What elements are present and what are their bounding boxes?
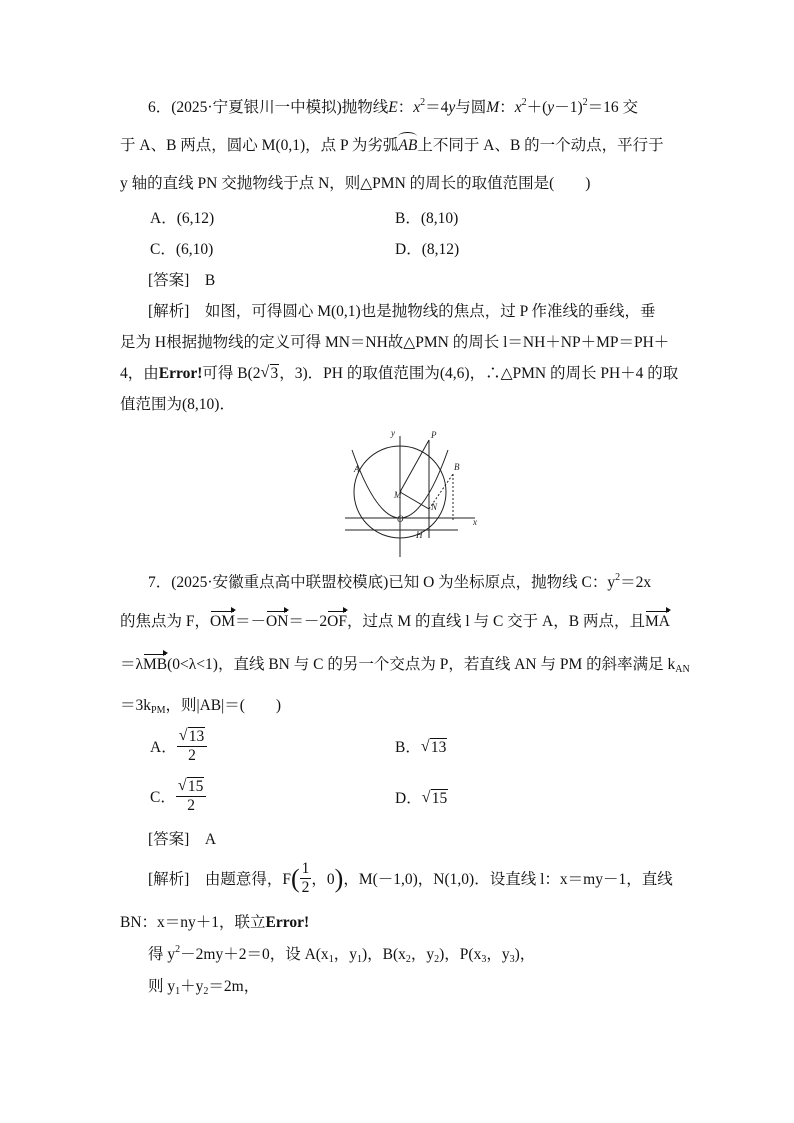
- label-x: x: [473, 517, 477, 527]
- q6-analysis-line-2: 足为 H根据抛物线的定义可得 MN＝NH故△PMN 的周长 l＝NH＋NP＋MP＝PH＋: [120, 334, 670, 351]
- label-p: P: [431, 430, 437, 440]
- q6-analysis-line-3: 4，由Error!可得 B(2 √ 3，3)．PH 的取值范围为(4,6)，∴△PMN 的周长 PH＋4 的取: [120, 364, 679, 382]
- segment-mp: [400, 440, 429, 492]
- q7-line-2: 的焦点为 F，OM＝－ON＝－2OF，过点 M 的直线 l 与 C 交于 A，B 两点，且MA: [120, 613, 670, 630]
- q7-answer: [答案] A: [148, 831, 217, 848]
- label-a: A: [354, 464, 360, 474]
- q6-answer: [答案] B: [148, 272, 216, 289]
- q7-line-4: $=3k_{PM}$，则|AB|＝( ): [120, 697, 282, 716]
- q6-line-1: 6．(2025·宁夏银川一中模拟)抛物线E：$x^2=4y$与圆M：$x^2+(y-1)^2=16$ 交: [148, 97, 638, 116]
- parabola-circle-figure: [340, 422, 490, 562]
- q6-line-2: 于 A、B 两点，圆心 M(0,1)，点 P 为劣弧AB上不同于 A、B 的一个动点，平行于: [120, 137, 664, 154]
- q6-line-3: y 轴的直线 PN 交抛物线于点 N，则△PMN 的周长的取值范围是( ): [120, 175, 591, 192]
- label-o: O: [397, 514, 404, 524]
- q6-analysis-line-1: [解析] 如图，可得圆心 M(0,1)也是抛物线的焦点，过 P 作准线的垂线，垂: [148, 303, 656, 320]
- q7-analysis-line-1: [解析] 由题意得，F( $\frac{1}{2}$ ，0)，M(－1,0)，N(1,0)．设直线 l：x＝my－1，直线: [148, 860, 673, 896]
- q7-option-b: B． √ 13: [395, 738, 447, 756]
- q7-option-a: A． √ 13 2: [150, 728, 207, 768]
- q6-option-d: D．(8,12): [395, 241, 460, 258]
- q7-option-c: C． √ 15 2: [150, 778, 206, 818]
- q6-analysis-line-4: 值范围为(8,10)．: [120, 396, 235, 413]
- label-m: M: [394, 490, 402, 500]
- q7-analysis-line-3: 得 $y^2-2my+2=0$，设 $A(x_1$，$y_1$)，$B(x_2$，$y_2$)，$P(x_3$，$y_3$)，: [148, 944, 536, 965]
- q7-analysis-line-4: 则 $y_1+y_2=2m$，: [148, 978, 260, 997]
- q7-analysis-line-2: BN：x＝ny＋1，联立Error!: [120, 914, 310, 931]
- q6-option-c: C．(6,10): [150, 241, 214, 258]
- label-h: H: [416, 530, 423, 540]
- q6-option-b: B．(8,10): [395, 210, 459, 227]
- label-y: y: [391, 428, 395, 438]
- q7-option-d: D． √ 15: [395, 789, 448, 807]
- label-b: B: [454, 462, 460, 472]
- q7-line-3: ＝λMB(0<λ<1)，直线 BN 与 C 的另一个交点为 P，若直线 AN 与 PM 的斜率满足 $k_{AN}$: [120, 656, 690, 675]
- q6-option-a: A．(6,12): [150, 210, 215, 227]
- label-n: N: [431, 502, 438, 512]
- q7-line-1: 7．(2025·安徽重点高中联盟校模底)已知 O 为坐标原点，抛物线 C：$y^2=2x$: [148, 572, 652, 591]
